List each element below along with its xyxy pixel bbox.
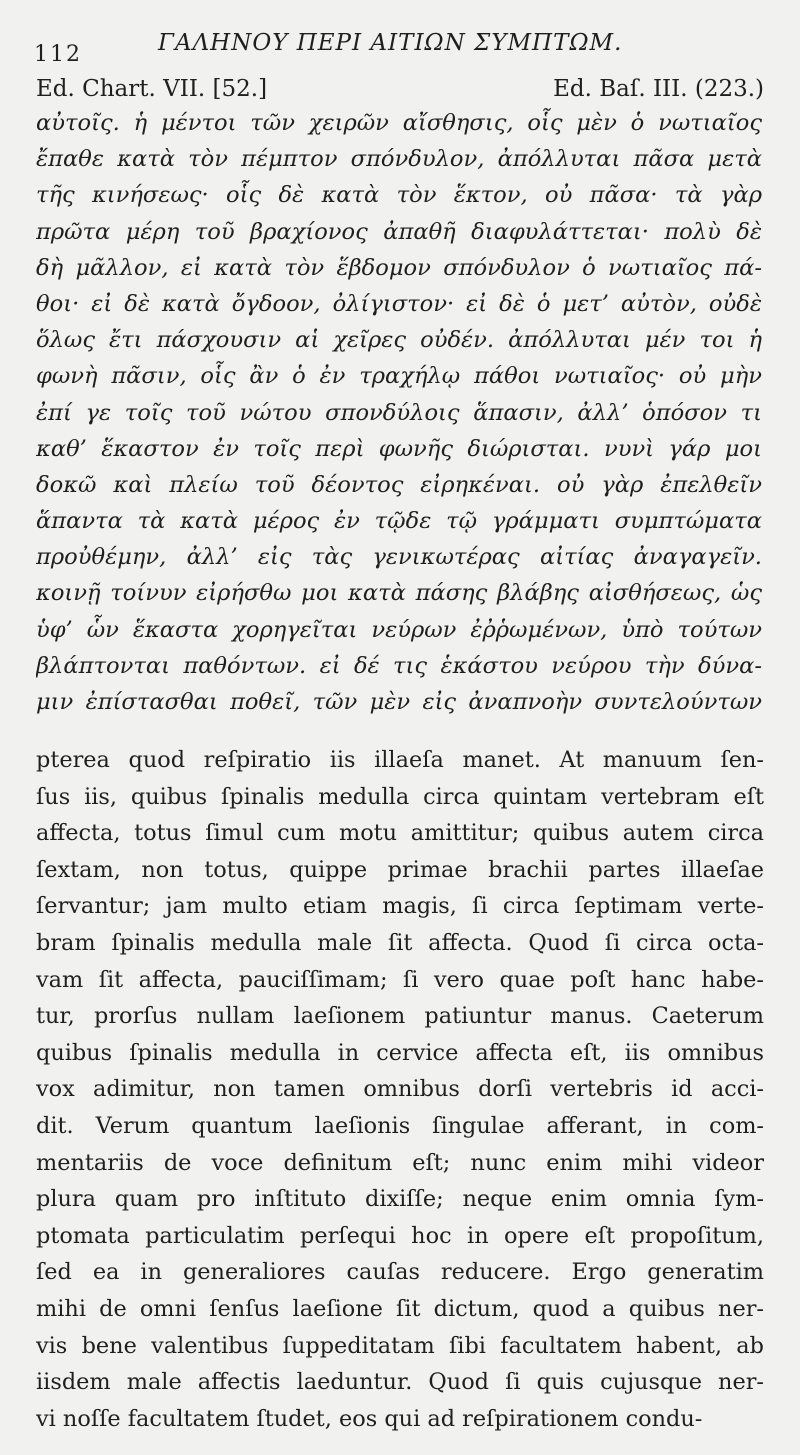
edition-basel-reference: Ed. Baſ. III. (223.) bbox=[553, 76, 764, 102]
greek-text-line: δὴ μᾶλλον, εἰ κατὰ τὸν ἕβδομον σπόνδυλον ὁ νωτιαῖος πά- bbox=[36, 254, 762, 281]
edition-reference-line bbox=[0, 76, 800, 106]
greek-text-line: φωνὴ πᾶσιν, οἷς ἂν ὁ ἐν τραχήλῳ πάθοι νωτιαῖος· οὐ μὴν bbox=[36, 363, 762, 390]
page-number: 112 bbox=[34, 42, 82, 67]
latin-text-line: vis bene valentibus ſuppeditatam ſibi facultatem habent, ab bbox=[36, 1332, 764, 1359]
greek-text-line: θοι· εἰ δὲ κατὰ ὄγδοον, ὀλίγιστον· εἰ δὲ ὁ μετ’ αὐτὸν, οὐδὲ bbox=[36, 290, 762, 317]
greek-text-line: καθ’ ἕκαστον ἐν τοῖς περὶ φωνῆς διώρισται. νυνὶ γάρ μοι bbox=[36, 435, 762, 462]
greek-text-line: προὐθέμην, ἀλλ’ εἰς τὰς γενικωτέρας αἰτίας ἀναγαγεῖν. bbox=[36, 544, 762, 571]
latin-text-line: ſervantur; jam multo etiam magis, ſi circa ſeptimam verte- bbox=[36, 893, 764, 920]
latin-text-line: bram ſpinalis medulla male ſit affecta. Quod ſi circa octa- bbox=[36, 929, 764, 956]
latin-text-line: plura quam pro inſtituto dixiſſe; neque enim omnia ſym- bbox=[36, 1186, 764, 1213]
greek-text-line: ὑφ’ ὧν ἕκαστα χορηγεῖται νεύρων ἐῤῥωμένων, ὑπὸ τούτων bbox=[36, 616, 762, 643]
greek-text-line: μιν ἐπίστασθαι ποθεῖ, τῶν μὲν εἰς ἀναπνοὴν συντελούντων bbox=[36, 689, 762, 715]
latin-text-line: tur, prorſus nullam laeſionem patiuntur manus. Caeterum bbox=[36, 1003, 764, 1030]
greek-text-line: κοινῇ τοίνυν εἰρήσθω μοι κατὰ πάσης βλάβης αἰσθήσεως, ὡς bbox=[36, 580, 762, 607]
latin-text-line: ſus iis, quibus ſpinalis medulla circa quintam vertebram eſt bbox=[36, 783, 764, 810]
latin-text-line: vi noſſe facultatem ſtudet, eos qui ad reſpirationem condu- bbox=[36, 1405, 703, 1432]
running-head bbox=[0, 28, 800, 68]
greek-text-line: βλάπτονται παθόντων. εἰ δέ τις ἑκάστου νεύρου τὴν δύνα- bbox=[36, 652, 762, 679]
latin-text-line: ſextam, non totus, quippe primae brachii partes illaeſae bbox=[36, 856, 764, 883]
latin-text-line: affecta, totus ſimul cum motu amittitur; quibus autem circa bbox=[36, 820, 764, 847]
latin-text-line: mihi de omni ſenſus laeſione ſit dictum, quod a quibus ner- bbox=[36, 1295, 764, 1322]
latin-text-line: vam ſit affecta, pauciſſimam; ſi vero quae poſt hanc habe- bbox=[36, 966, 764, 993]
edition-chartier-reference: Ed. Chart. VII. [52.] bbox=[36, 76, 268, 102]
greek-text-line: ἅπαντα τὰ κατὰ μέρος ἐν τῷδε τῷ γράμματι συμπτώματα bbox=[36, 508, 762, 535]
latin-text-line: ſed ea in generaliores cauſas reducere. Ergo generatim bbox=[36, 1259, 764, 1286]
running-title: ΓΑΛΗΝΟΥ ΠΕΡΙ ΑΙΤΙΩΝ ΣΥΜΠΤΩΜ. bbox=[158, 30, 623, 56]
greek-text-line: αὐτοῖς. ἡ μέντοι τῶν χειρῶν αἴσθησις, οἷς μὲν ὁ νωτιαῖος bbox=[36, 110, 762, 136]
latin-text-line: mentariis de voce definitum eſt; nunc enim mihi videor bbox=[36, 1149, 764, 1176]
greek-text-line: πρῶτα μέρη τοῦ βραχίονος ἀπαθῆ διαφυλάττεται· πολὺ δὲ bbox=[36, 218, 762, 245]
latin-text-block bbox=[36, 742, 764, 1437]
greek-text-line: ὅλως ἔτι πάσχουσιν αἱ χεῖρες οὐδέν. ἀπόλλυται μέν τοι ἡ bbox=[36, 327, 762, 354]
greek-text-line: ἐπί γε τοῖς τοῦ νώτου σπονδύλοις ἅπασιν, ἀλλ’ ὁπόσον τι bbox=[36, 399, 762, 426]
greek-text-line: ἔπαθε κατὰ τὸν πέμπτον σπόνδυλον, ἀπόλλυται πᾶσα μετὰ bbox=[36, 146, 762, 173]
latin-text-line: vox adimitur, non tamen omnibus dorſi vertebris id acci- bbox=[36, 1076, 764, 1103]
greek-text-line: τῆς κινήσεως· οἷς δὲ κατὰ τὸν ἕκτον, οὐ πᾶσα· τὰ γὰρ bbox=[36, 182, 762, 209]
latin-text-line: quibus ſpinalis medulla in cervice affecta eſt, iis omnibus bbox=[36, 1039, 764, 1066]
greek-text-block bbox=[36, 105, 762, 720]
latin-text-line: dit. Verum quantum laeſionis ſingulae afferant, in com- bbox=[36, 1112, 764, 1139]
latin-text-line: ptomata particulatim perſequi hoc in opere eſt propoſitum, bbox=[36, 1222, 764, 1249]
greek-text-line: δοκῶ καὶ πλείω τοῦ δέοντος εἰρηκέναι. οὐ γὰρ ἐπελθεῖν bbox=[36, 471, 762, 498]
latin-text-line: pterea quod reſpiratio iis illaeſa manet. At manuum ſen- bbox=[36, 747, 764, 773]
latin-text-line: iisdem male affectis laeduntur. Quod ſi quis cujusque ner- bbox=[36, 1369, 764, 1396]
